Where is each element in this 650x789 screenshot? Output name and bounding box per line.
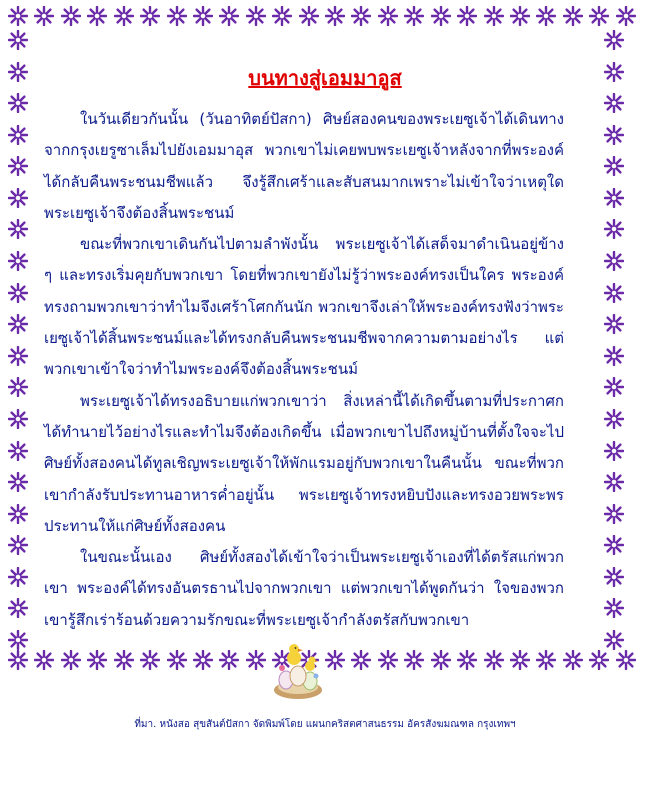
purple-star-icon	[589, 6, 609, 26]
page-title: บนทางสู่เอมมาอูส	[248, 66, 402, 90]
purple-star-icon	[114, 650, 134, 670]
purple-star-icon	[563, 6, 583, 26]
purple-star-icon	[604, 125, 624, 145]
purple-star-icon	[34, 650, 54, 670]
easter-chicks-icon	[266, 640, 330, 704]
purple-star-icon	[8, 188, 28, 208]
purple-star-icon	[604, 314, 624, 334]
purple-star-icon	[604, 30, 624, 50]
purple-star-icon	[616, 6, 636, 26]
purple-star-icon	[8, 93, 28, 113]
purple-star-icon	[140, 6, 160, 26]
purple-star-icon	[34, 6, 54, 26]
purple-star-icon	[219, 650, 239, 670]
purple-star-icon	[536, 650, 556, 670]
purple-star-icon	[8, 630, 28, 650]
purple-star-icon	[604, 188, 624, 208]
paragraph: พระเยซูเจ้าได้ทรงอธิบายแก่พวกเขาว่า สิ่งเหล่านี้ได้เกิดขึ้นตามที่ประกาศกได้ทำนายไว้อย่างไรและทำไมจึงต้องเกิดขึ้น เมื่อพวกเขาไปถึงหมู่บ้านที่ตั้งใจจะไป ศิษย์ทั้งสองคนได้ทูลเชิญพระเยซูเจ้าให้พักแรมอยู่กับพวกเขาในคืนนั้น ขณะที่พวกเขากำลังรับประทานอาหารค่ำอยู่นั้น พระเยซูเจ้าทรงหยิบปังและทรงอวยพระพร ประทานให้แก่ศิษย์ทั้งสองคน	[44, 391, 564, 535]
purple-star-icon	[87, 650, 107, 670]
purple-star-icon	[8, 377, 28, 397]
purple-star-icon	[193, 650, 213, 670]
purple-star-icon	[484, 650, 504, 670]
purple-star-icon	[8, 156, 28, 176]
purple-star-icon	[8, 504, 28, 524]
purple-star-icon	[219, 6, 239, 26]
purple-star-icon	[378, 650, 398, 670]
purple-star-icon	[114, 6, 134, 26]
purple-star-icon	[8, 346, 28, 366]
purple-star-icon	[604, 630, 624, 650]
purple-star-icon	[8, 30, 28, 50]
purple-star-icon	[604, 598, 624, 618]
source-footer: ที่มา. หนังสอ สุขสันต์ปัสกา จัดพิมพ์โดย แผนกคริสตศาสนธรรม อัครสังฆมณฑล กรุงเทพฯ	[134, 719, 516, 730]
purple-star-icon	[616, 650, 636, 670]
purple-star-icon	[61, 6, 81, 26]
purple-star-icon	[246, 650, 266, 670]
purple-star-icon	[604, 441, 624, 461]
purple-star-icon	[604, 346, 624, 366]
purple-star-icon	[246, 6, 266, 26]
purple-star-icon	[604, 283, 624, 303]
purple-star-icon	[604, 156, 624, 176]
purple-star-icon	[510, 6, 530, 26]
purple-star-icon	[604, 409, 624, 429]
purple-star-icon	[604, 377, 624, 397]
purple-star-icon	[8, 441, 28, 461]
purple-star-icon	[8, 598, 28, 618]
purple-star-icon	[510, 650, 530, 670]
purple-star-icon	[8, 472, 28, 492]
purple-star-icon	[604, 93, 624, 113]
purple-star-icon	[378, 6, 398, 26]
purple-star-icon	[8, 219, 28, 239]
purple-star-icon	[589, 650, 609, 670]
purple-star-icon	[351, 6, 371, 26]
purple-star-icon	[604, 251, 624, 271]
purple-star-icon	[8, 650, 28, 670]
purple-star-icon	[404, 650, 424, 670]
purple-star-icon	[431, 650, 451, 670]
purple-star-icon	[8, 535, 28, 555]
purple-star-icon	[457, 650, 477, 670]
purple-star-icon	[604, 535, 624, 555]
paragraph: ขณะที่พวกเขาเดินกันไปตามลำพังนั้น พระเยซูเจ้าได้เสด็จมาดำเนินอยู่ข้าง ๆ และทรงเริ่มคุยกับพวกเขา โดยที่พวกเขายังไม่รู้ว่าพระองค์ทรงเป็นใคร พระองค์ทรงถามพวกเขาว่าทำไมจึงเศร้าโศกกันนัก พวกเขาจึงเล่าให้พระองค์ทรงฟังว่าพระเยซูเจ้าได้สิ้นพระชนม์และได้ทรงกลับคืนพระชนมชีพจากความตามอย่างไร แต่พวกเขาเข้าใจว่าทำไมพระองค์จึงต้องสิ้นพระชนม์	[44, 235, 564, 379]
purple-star-icon	[167, 6, 187, 26]
purple-star-icon	[604, 504, 624, 524]
purple-star-icon	[8, 125, 28, 145]
purple-star-icon	[8, 409, 28, 429]
purple-star-icon	[193, 6, 213, 26]
story-body	[44, 104, 564, 636]
purple-star-icon	[140, 650, 160, 670]
purple-star-icon	[8, 6, 28, 26]
star-border-top	[8, 6, 636, 30]
purple-star-icon	[604, 472, 624, 492]
purple-star-icon	[272, 6, 292, 26]
purple-star-icon	[8, 251, 28, 271]
purple-star-icon	[167, 650, 187, 670]
purple-star-icon	[536, 6, 556, 26]
purple-star-icon	[404, 6, 424, 26]
purple-star-icon	[351, 650, 371, 670]
purple-star-icon	[457, 6, 477, 26]
purple-star-icon	[8, 314, 28, 334]
purple-star-icon	[431, 6, 451, 26]
purple-star-icon	[299, 6, 319, 26]
purple-star-icon	[325, 6, 345, 26]
purple-star-icon	[8, 567, 28, 587]
paragraph: ในวันเดียวกันนั้น (วันอาทิตย์ปัสกา) ศิษย์สองคนของพระเยซูเจ้าได้เดินทางจากกรุงเยรูซาเล็มไปยังเอมมาอุส พวกเขาไม่เคยพบพระเยซูเจ้าหลังจากที่พระองค์ได้กลับคืนพระชนมชีพแล้ว จึงรู้สึกเศร้าและสับสนมากเพราะไม่เข้าใจว่าเหตุใดพระเยซูเจ้าจึงต้องสิ้นพระชนม์	[44, 110, 564, 222]
paragraph: ในขณะนั้นเอง ศิษย์ทั้งสองได้เข้าใจว่าเป็นพระเยซูเจ้าเองที่ได้ตรัสแก่พวกเขา พระองค์ได้ทรงอันตรธานไปจากพวกเขา แต่พวกเขาได้พูดกันว่า ใจของพวกเขารู้สึกเร่าร้อนด้วยความรักขณะที่พระเยซูเจ้ากำลังตรัสกับพวกเขา	[44, 548, 564, 629]
purple-star-icon	[87, 6, 107, 26]
purple-star-icon	[563, 650, 583, 670]
star-border-right	[604, 30, 628, 650]
purple-star-icon	[484, 6, 504, 26]
purple-star-icon	[61, 650, 81, 670]
purple-star-icon	[8, 283, 28, 303]
purple-star-icon	[604, 567, 624, 587]
star-border-left	[8, 30, 32, 650]
purple-star-icon	[604, 219, 624, 239]
